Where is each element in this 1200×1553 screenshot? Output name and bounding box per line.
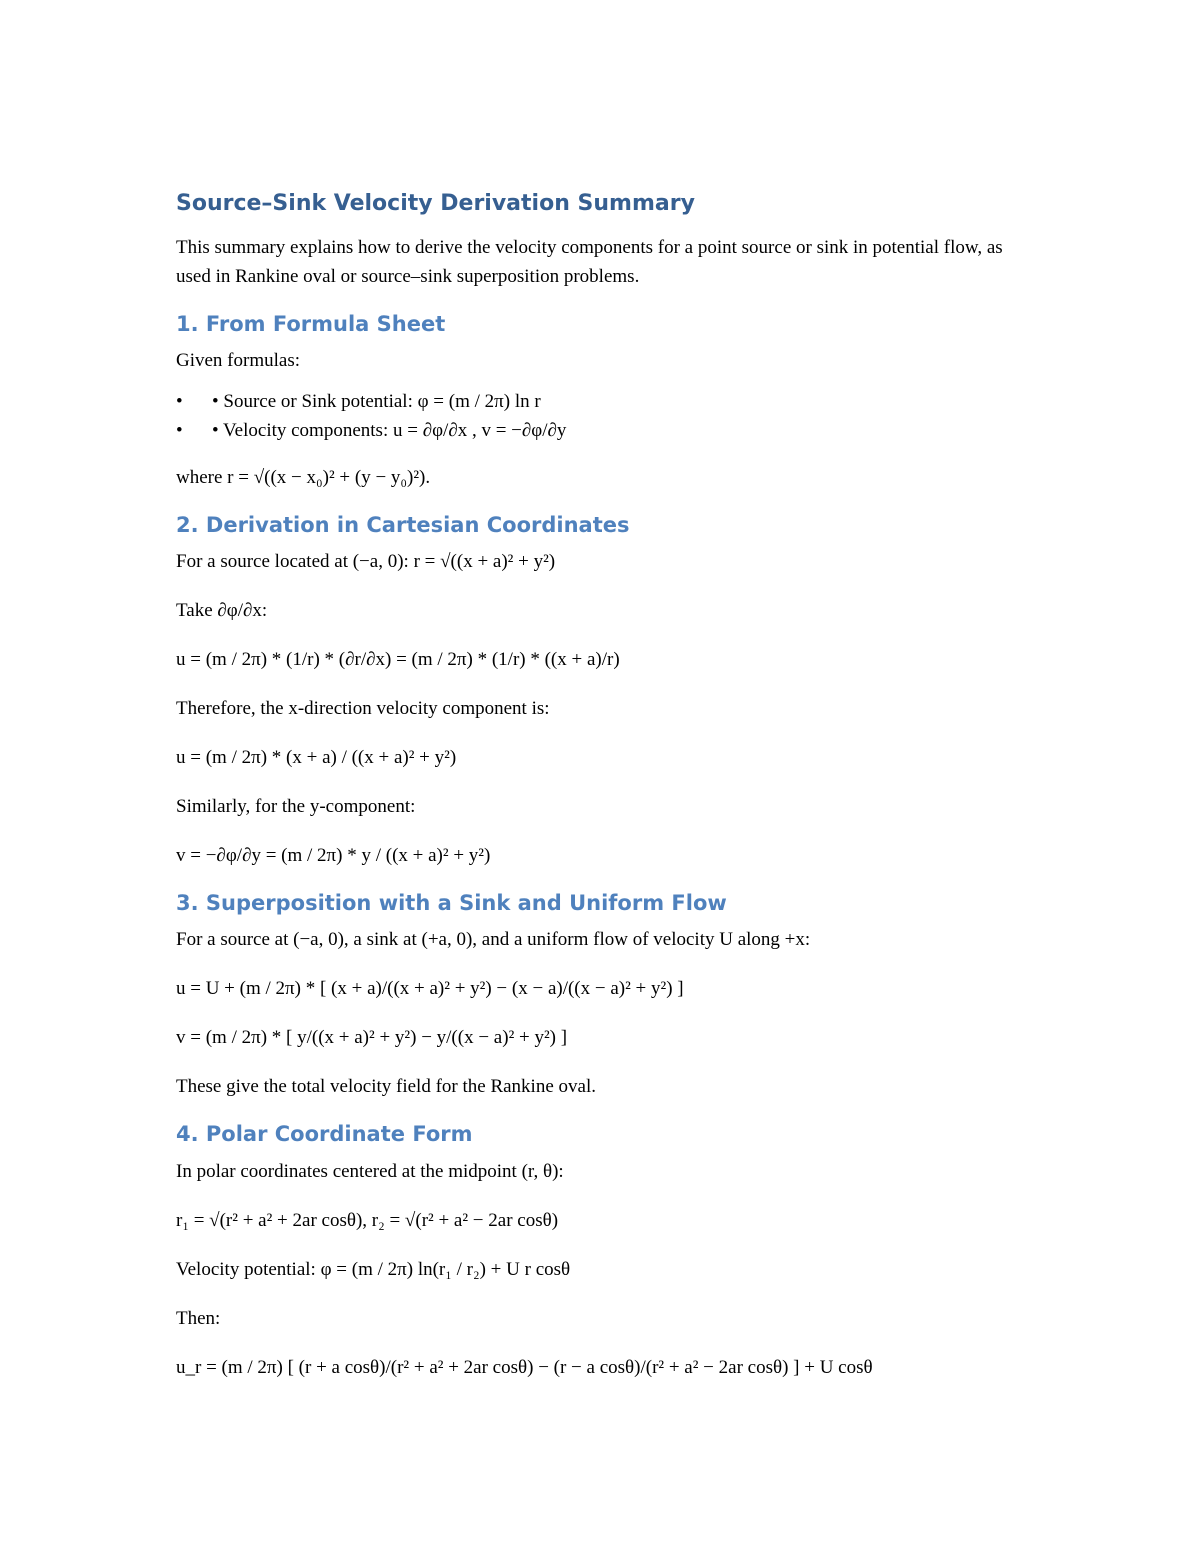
s2-equation-2: u = (m / 2π) * (x + a) / ((x + a)² + y²) [176,747,457,769]
s4-equation-1: r₁ = √(r² + a² + 2ar cosθ), r₂ = √(r² + a² − 2ar cosθ) [176,1209,559,1231]
intro-paragraph: This summary explains how to derive the velocity components for a point source or sink in potential flow, as used in Rankine oval or source–sink superposition problems. [176,236,1003,287]
bullet-icon: • [176,419,183,441]
s3-paragraph-1: For a source at (−a, 0), a sink at (+a, 0), and a uniform flow of velocity U along +x: [176,929,811,951]
section-1-heading: 1. From Formula Sheet [176,311,446,336]
section-2-heading: 2. Derivation in Cartesian Coordinates [176,512,630,537]
s3-equation-1: u = U + (m / 2π) * [ (x + a)/((x + a)² + y²) − (x − a)/((x − a)² + y²) ] [176,978,684,1000]
s2-paragraph-3: Therefore, the x-direction velocity component is: [176,698,550,720]
where-definition: where r = √((x − x₀)² + (y − y₀)²). [176,466,431,488]
s4-paragraph-2: Then: [176,1307,221,1329]
s2-equation-3: v = −∂φ/∂y = (m / 2π) * y / ((x + a)² + y²) [176,845,491,867]
s2-paragraph-2: Take ∂φ/∂x: [176,600,268,622]
document-page [176,190,1026,1402]
section-3-heading: 3. Superposition with a Sink and Uniform Flow [176,891,727,916]
s3-equation-2: v = (m / 2π) * [ y/((x + a)² + y²) − y/((x − a)² + y²) ] [176,1027,568,1049]
section-4-heading: 4. Polar Coordinate Form [176,1122,473,1147]
s2-equation-1: u = (m / 2π) * (1/r) * (∂r/∂x) = (m / 2π) * (1/r) * ((x + a)/r) [176,649,620,671]
s3-paragraph-2: These give the total velocity field for the Rankine oval. [176,1076,596,1098]
given-formulas-label: Given formulas: [176,349,301,371]
s2-paragraph-1: For a source located at (−a, 0): r = √((x + a)² + y²) [176,551,556,573]
s4-equation-3: u_r = (m / 2π) [ (r + a cosθ)/(r² + a² + 2ar cosθ) − (r − a cosθ)/(r² + a² − 2ar cosθ) ] + U cosθ [176,1356,873,1378]
list-item-text: • Source or Sink potential: φ = (m / 2π) ln r [212,390,541,412]
s2-paragraph-4: Similarly, for the y-component: [176,796,416,818]
document-title: Source–Sink Velocity Derivation Summary [176,191,695,216]
list-item [176,387,1026,416]
s4-equation-2: Velocity potential: φ = (m / 2π) ln(r₁ / r₂) + U r cosθ [176,1258,571,1280]
bullet-icon: • [176,390,183,412]
list-item [176,416,1026,445]
list-item-text: • Velocity components: u = ∂φ/∂x , v = −∂φ/∂y [212,419,567,441]
formula-list [176,387,1026,445]
s4-paragraph-1: In polar coordinates centered at the midpoint (r, θ): [176,1160,564,1182]
